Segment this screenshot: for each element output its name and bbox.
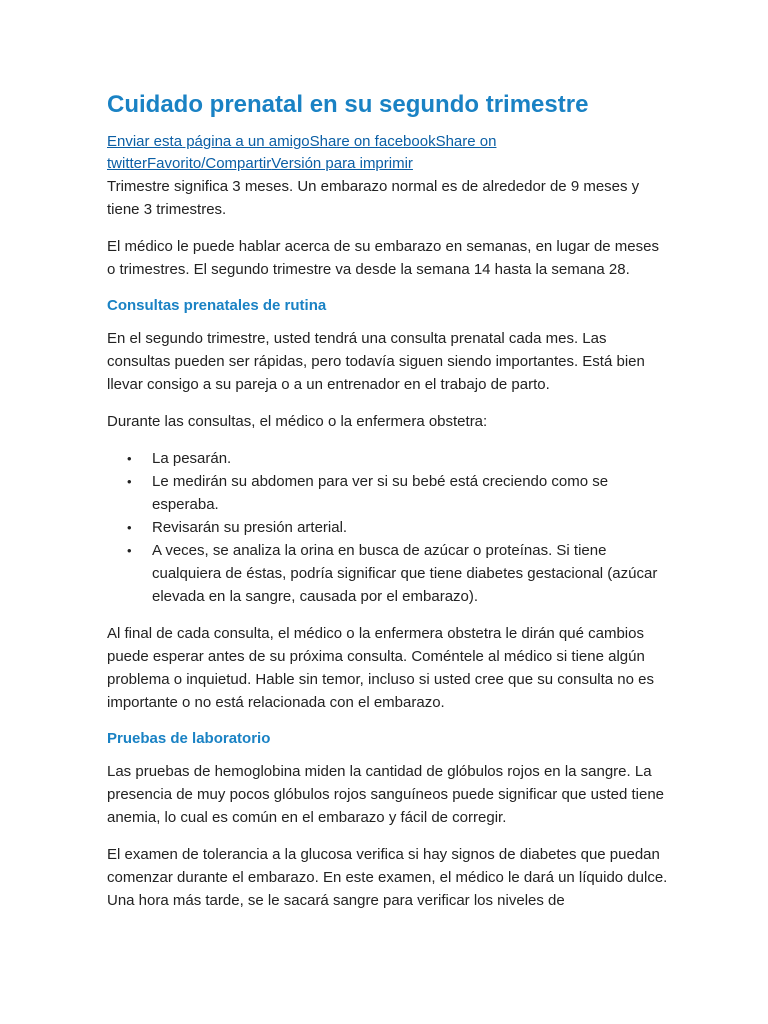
intro-paragraph-2: El médico le puede hablar acerca de su embarazo en semanas, en lugar de meses o trimestres. El segundo trimestre va desde la semana 14 hasta la semana 28. bbox=[107, 238, 659, 278]
bullet-icon: • bbox=[127, 451, 132, 466]
section-heading-lab-tests: Pruebas de laboratorio bbox=[107, 730, 271, 747]
list-item bbox=[127, 539, 668, 608]
visit-checks-list bbox=[107, 447, 668, 608]
hemoglobin-paragraph: Las pruebas de hemoglobina miden la cantidad de glóbulos rojos en la sangre. La presencia de muy pocos glóbulos rojos sanguíneos puede significar que usted tiene anemia, lo cual es común en el embarazo y fácil de corregir. bbox=[107, 763, 665, 826]
list-item-text: Revisarán su presión arterial. bbox=[152, 519, 348, 536]
share-links bbox=[107, 131, 668, 175]
glucose-paragraph: El examen de tolerancia a la glucosa verifica si hay signos de diabetes que puedan comenzar durante el embarazo. En este examen, el médico le dará un líquido dulce. Una hora más tarde, se le sacará sangre para verificar los niveles de bbox=[107, 846, 668, 909]
page-title: Cuidado prenatal en su segundo trimestre bbox=[107, 91, 589, 118]
section-heading-routine-visits: Consultas prenatales de rutina bbox=[107, 297, 327, 314]
print-version-link[interactable]: Versión para imprimir bbox=[271, 155, 413, 172]
list-item bbox=[127, 447, 668, 470]
list-item bbox=[127, 516, 668, 539]
bullet-icon: • bbox=[127, 543, 132, 558]
list-item-text: A veces, se analiza la orina en busca de azúcar o proteínas. Si tiene cualquiera de éstas, podría significar que tiene diabetes gestacional (azúcar elevada en la sangre, causada por el embarazo). bbox=[152, 542, 658, 605]
list-item-text: Le medirán su abdomen para ver si su bebé está creciendo como se esperaba. bbox=[152, 473, 609, 513]
routine-visits-paragraph: En el segundo trimestre, usted tendrá una consulta prenatal cada mes. Las consultas pueden ser rápidas, pero todavía siguen siendo importantes. Está bien llevar consigo a su pareja o a un entrenador en el trabajo de parto. bbox=[107, 330, 645, 393]
during-visits-paragraph: Durante las consultas, el médico o la enfermera obstetra: bbox=[107, 413, 488, 430]
share-facebook-link[interactable]: Share on facebook bbox=[309, 133, 436, 150]
share-twitter-link[interactable]: Share on twitter bbox=[107, 133, 497, 172]
list-item bbox=[127, 470, 668, 516]
bullet-icon: • bbox=[127, 520, 132, 535]
list-item-text: La pesarán. bbox=[152, 450, 232, 467]
visit-closing-paragraph: Al final de cada consulta, el médico o la enfermera obstetra le dirán qué cambios puede esperar antes de su próxima consulta. Coméntele al médico si tiene algún problema o inquietud. Hable sin temor, incluso si usted cree que su consulta no es importante o no está relacionada con el embarazo. bbox=[107, 625, 654, 711]
intro-paragraph-1: Trimestre significa 3 meses. Un embarazo normal es de alrededor de 9 meses y tiene 3 trimestres. bbox=[107, 178, 640, 218]
bullet-icon: • bbox=[127, 474, 132, 489]
email-page-link[interactable]: Enviar esta página a un amigo bbox=[107, 133, 310, 150]
favorite-share-link[interactable]: Favorito/Compartir bbox=[147, 155, 272, 172]
